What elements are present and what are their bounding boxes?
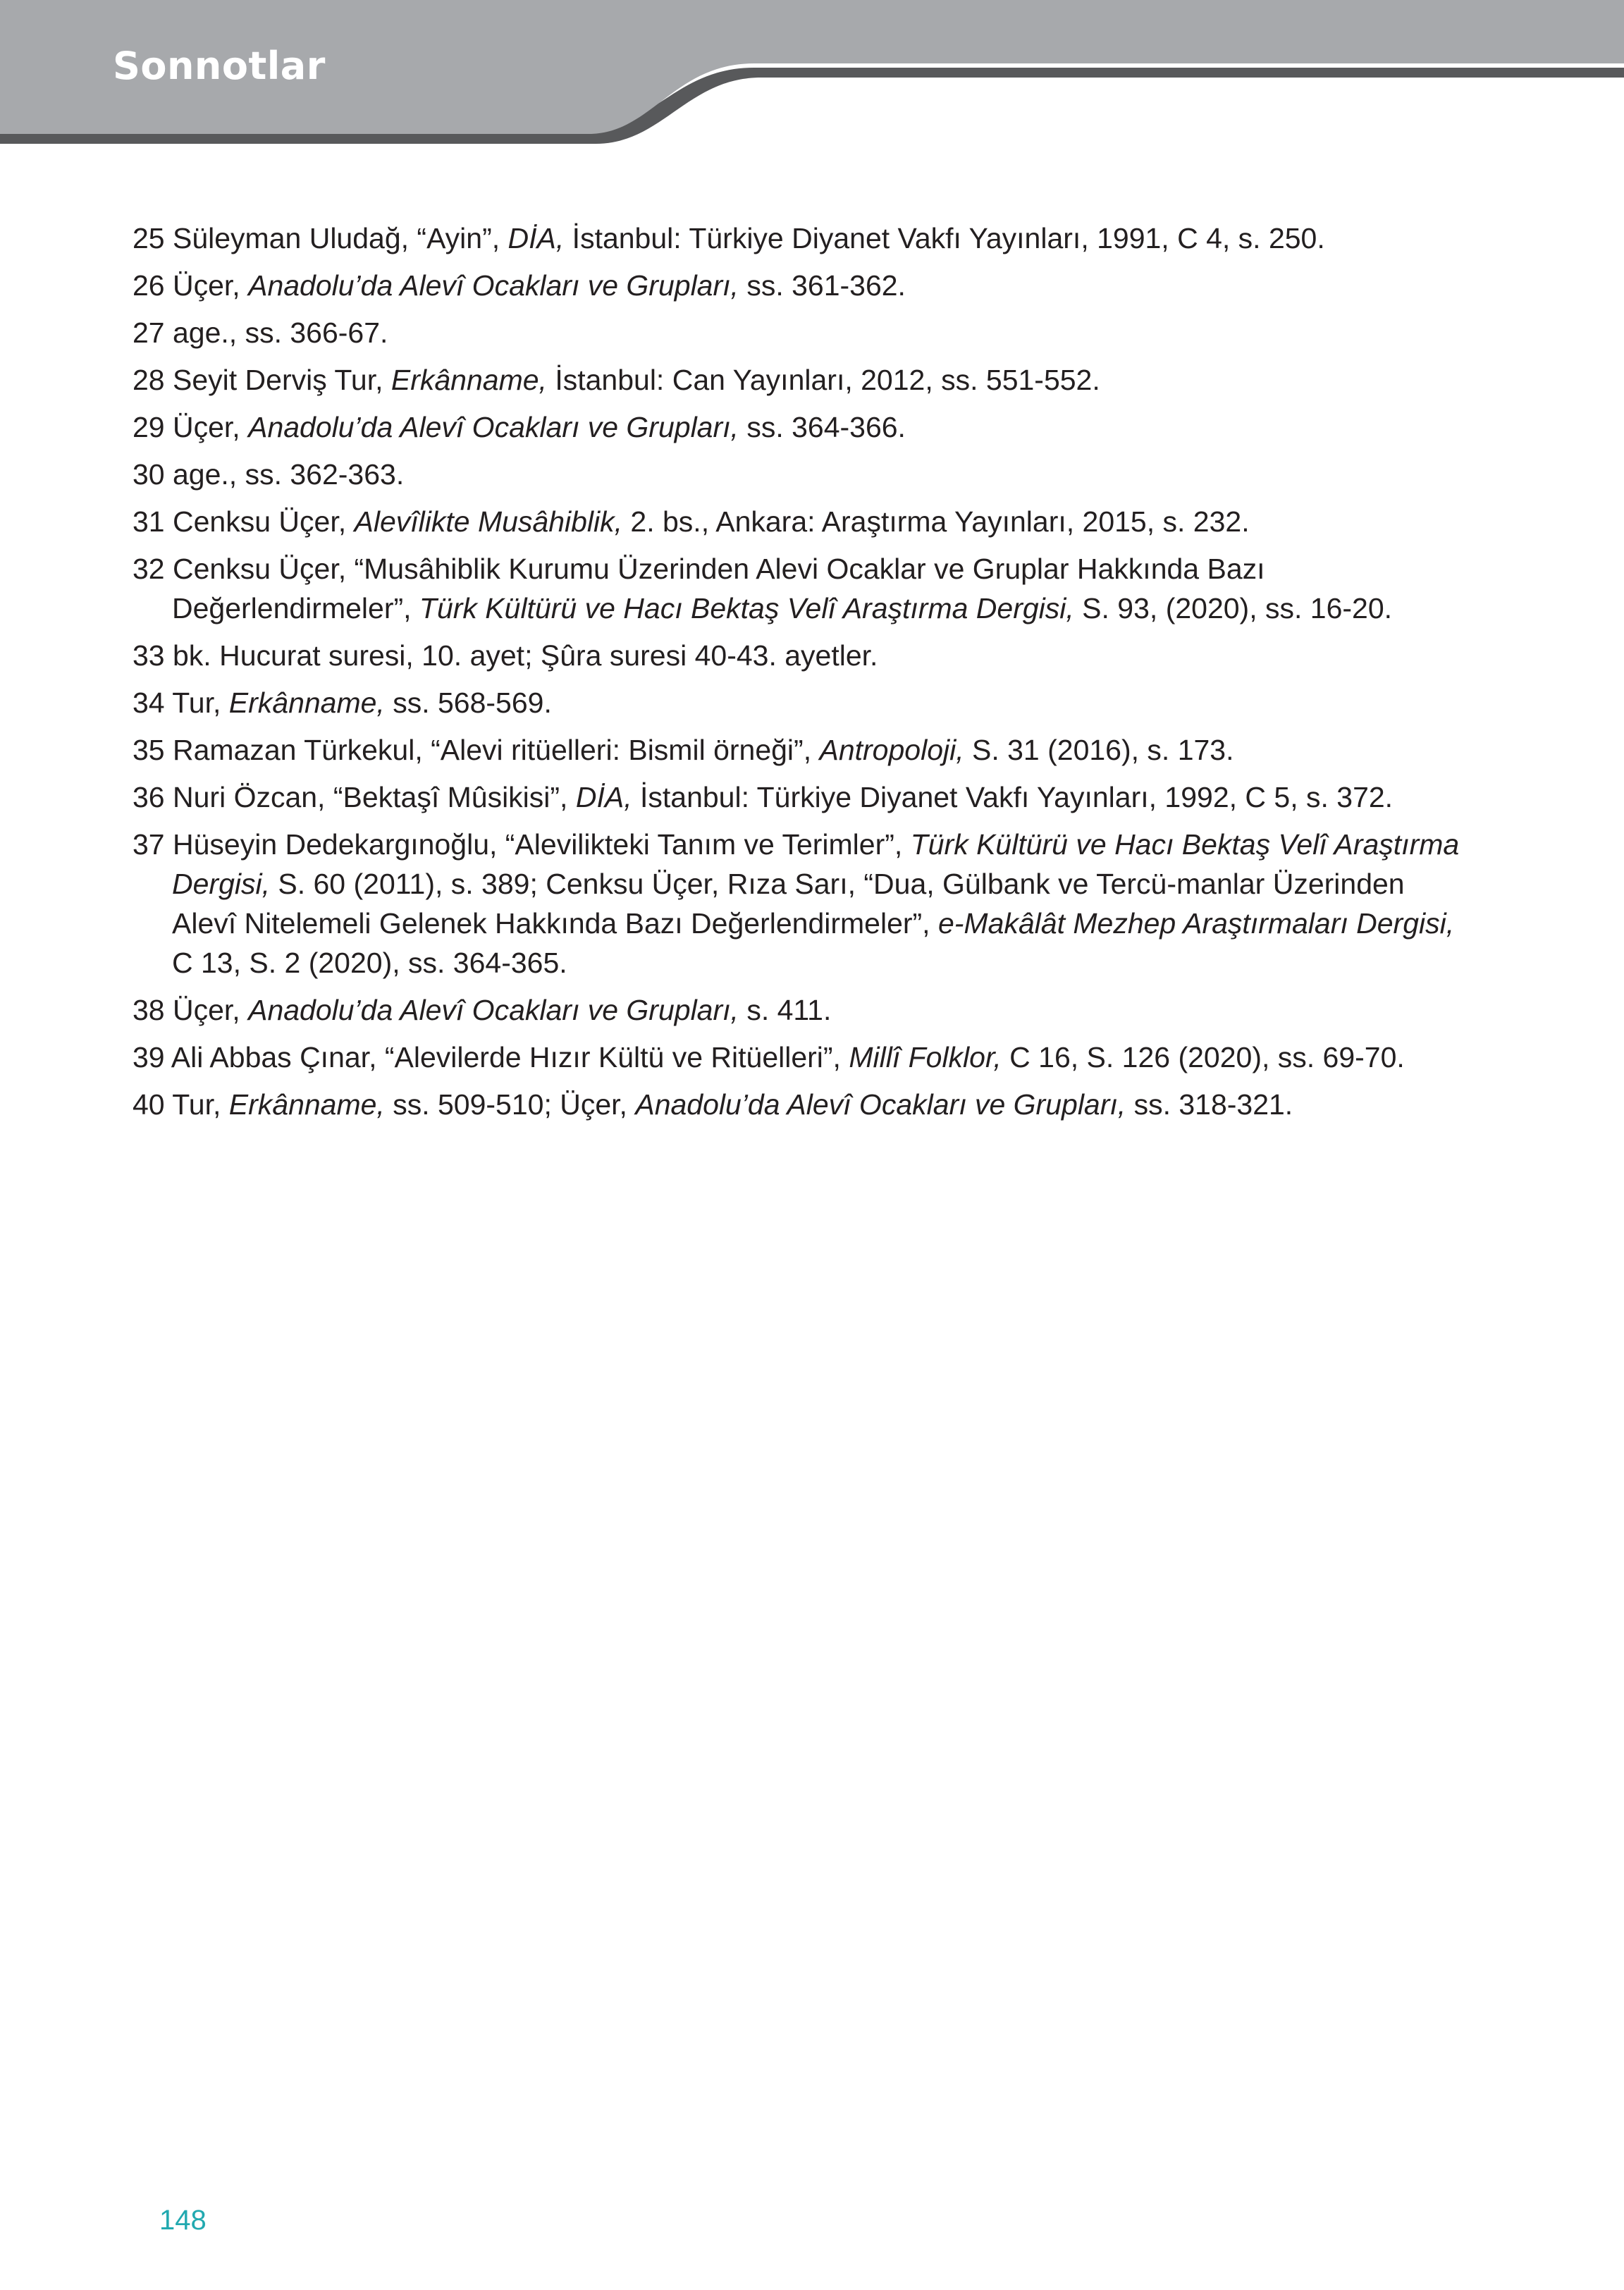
endnote-text: İstanbul: Türkiye Diyanet Vakfı Yayınları, 1991, C 4, s. 250. [564,222,1325,254]
section-title: Sonnotlar [113,44,326,88]
endnote-source-title: Türk Kültürü ve Hacı Bektaş Velî Araştırma Dergisi, [172,828,1460,900]
endnote-source-title: Türk Kültürü ve Hacı Bektaş Velî Araştırma Dergisi, [419,592,1074,624]
endnote-source-title: Anadolu’da Alevî Ocakları ve Grupları, [248,994,739,1026]
endnote-text: Üçer, [164,269,249,302]
endnote-number: 33 [133,639,165,672]
endnote-text: İstanbul: Türkiye Diyanet Vakfı Yayınları, 1992, C 5, s. 372. [632,781,1394,813]
endnotes-list [133,218,1472,1132]
endnote-number: 25 [133,222,165,254]
endnote-source-title: Erkânname, [228,687,385,719]
endnote-text: Nuri Özcan, “Bektaşî Mûsikisi”, [164,781,576,813]
endnote-text: ss. 361-362. [738,269,906,302]
endnote-source-title: Anadolu’da Alevî Ocakları ve Grupları, [248,411,739,443]
endnote-number: 26 [133,269,165,302]
endnote-text: age., ss. 362-363. [164,458,405,491]
endnote-28 [133,360,1472,400]
endnote-text: S. 31 (2016), s. 173. [964,734,1234,766]
endnote-text: Üçer, [164,994,249,1026]
endnote-source-title: e-Makâlât Mezhep Araştırmaları Dergisi, [937,907,1455,940]
endnote-text: Üçer, [164,411,249,443]
endnote-29 [133,407,1472,447]
endnote-text: İstanbul: Can Yayınları, 2012, ss. 551-552. [546,364,1100,396]
endnote-number: 30 [133,458,165,491]
endnote-number: 28 [133,364,165,396]
endnote-27 [133,313,1472,352]
endnote-text: Cenksu Üçer, “Musâhiblik Kurumu Üzerinden Alevi Ocaklar ve Gruplar Hakkında Bazı Değerlendirmeler”, [164,553,1265,624]
endnote-source-title: DİA, [575,781,632,813]
endnote-text: S. 60 (2011), s. 389; Cenksu Üçer, Rıza Sarı, “Dua, Gülbank ve Tercü-manlar Üzerinden Alevî Nitelemeli Gelenek Hakkında Bazı Değerlendirmeler”, [172,868,1405,940]
endnote-31 [133,502,1472,541]
endnote-text: s. 411. [738,994,832,1026]
endnote-text: Tur, [164,687,229,719]
endnote-33 [133,636,1472,675]
page-number: 148 [159,2205,207,2236]
endnote-38 [133,990,1472,1030]
endnote-source-title: Millî Folklor, [849,1041,1002,1073]
endnote-40 [133,1085,1472,1124]
endnote-source-title: Erkânname, [228,1088,385,1121]
endnote-text: ss. 364-366. [738,411,906,443]
endnote-32 [133,549,1472,628]
endnote-text: Hüseyin Dedekargınoğlu, “Alevilikteki Tanım ve Terimler”, [164,828,911,861]
endnote-number: 40 [133,1088,165,1121]
endnote-source-title: Anadolu’da Alevî Ocakları ve Grupları, [248,269,739,302]
endnote-source-title: Erkânname, [390,364,547,396]
endnote-number: 31 [133,505,165,538]
endnote-text: ss. 568-569. [384,687,552,719]
endnote-source-title: Anadolu’da Alevî Ocakları ve Grupları, [635,1088,1126,1121]
endnote-text: ss. 318-321. [1126,1088,1293,1121]
endnote-text: ss. 509-510; Üçer, [384,1088,636,1121]
endnote-39 [133,1038,1472,1077]
endnote-34 [133,683,1472,722]
endnote-text: C 13, S. 2 (2020), ss. 364-365. [172,947,567,979]
endnote-number: 37 [133,828,165,861]
endnote-text: 2. bs., Ankara: Araştırma Yayınları, 2015, s. 232. [622,505,1250,538]
endnote-30 [133,455,1472,494]
endnote-text: S. 93, (2020), ss. 16-20. [1074,592,1393,624]
endnote-text: Ali Abbas Çınar, “Alevilerde Hızır Kültü ve Ritüelleri”, [164,1041,849,1073]
endnote-35 [133,730,1472,770]
endnote-number: 39 [133,1041,165,1073]
endnote-text: Ramazan Türkekul, “Alevi ritüelleri: Bismil örneği”, [164,734,820,766]
endnote-text: C 16, S. 126 (2020), ss. 69-70. [1001,1041,1405,1073]
endnote-text: age., ss. 366-67. [164,316,388,349]
endnote-25 [133,218,1472,258]
endnote-number: 27 [133,316,165,349]
endnote-number: 34 [133,687,165,719]
endnote-source-title: Antropoloji, [819,734,964,766]
endnote-text: Seyit Derviş Tur, [164,364,391,396]
endnote-number: 38 [133,994,165,1026]
endnote-source-title: DİA, [508,222,565,254]
endnote-number: 32 [133,553,165,585]
endnote-number: 36 [133,781,165,813]
endnote-number: 35 [133,734,165,766]
endnote-text: Cenksu Üçer, [164,505,355,538]
endnote-text: Süleyman Uludağ, “Ayin”, [164,222,508,254]
endnote-text: Tur, [164,1088,229,1121]
endnote-26 [133,266,1472,305]
endnote-37 [133,825,1472,983]
endnote-source-title: Alevîlikte Musâhiblik, [354,505,623,538]
endnote-text: bk. Hucurat suresi, 10. ayet; Şûra suresi 40-43. ayetler. [164,639,878,672]
endnote-36 [133,777,1472,817]
endnote-number: 29 [133,411,165,443]
